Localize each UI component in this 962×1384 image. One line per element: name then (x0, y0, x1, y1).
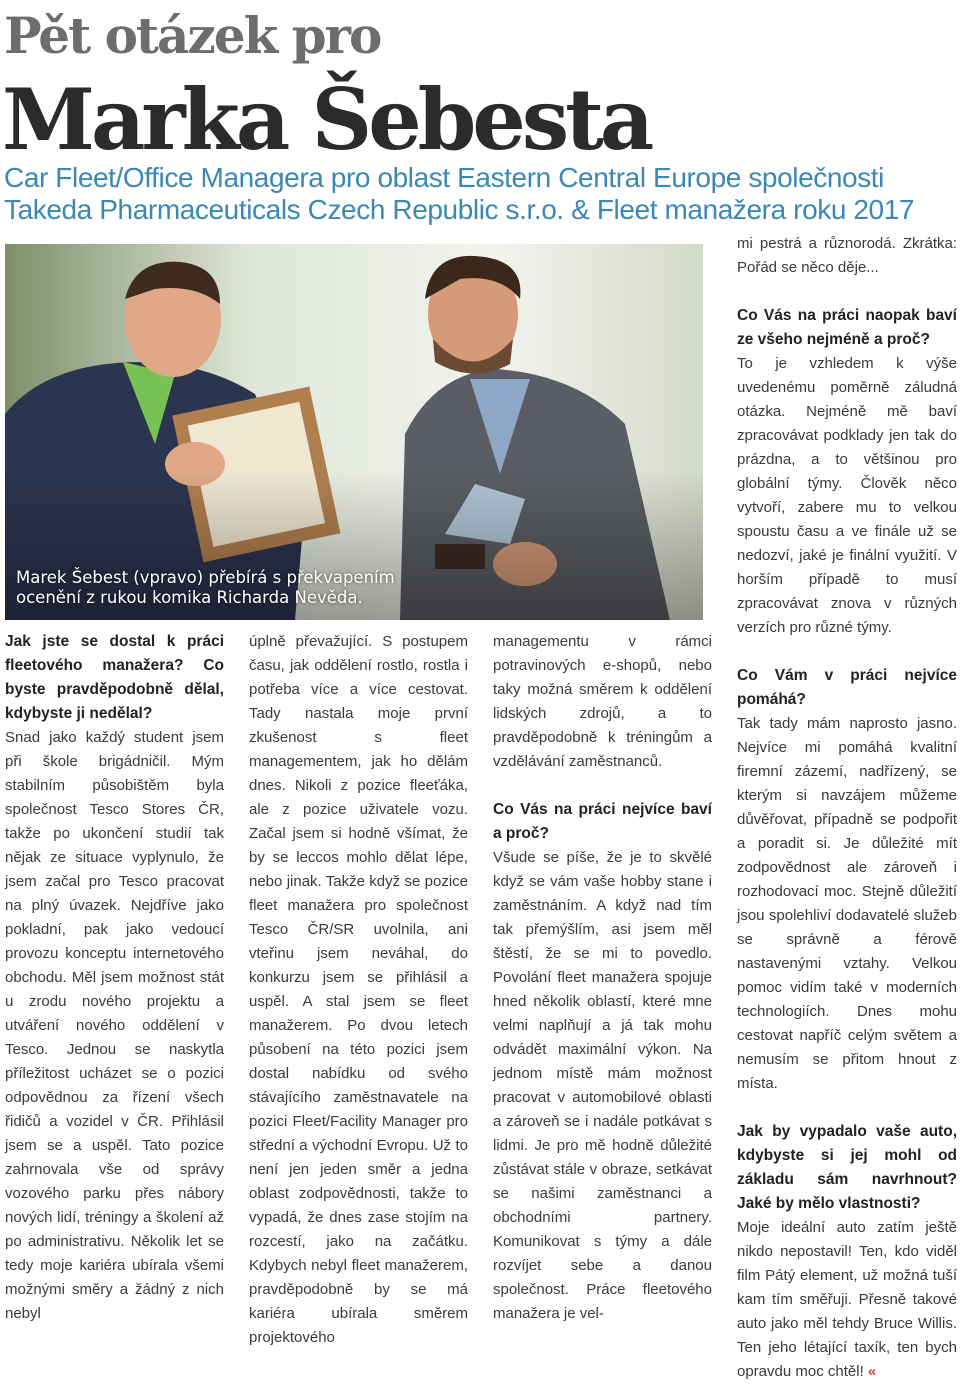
article-title: Marka Šebesta (2, 70, 651, 169)
answer-1: Snad jako každý student jsem při škole brigádničil. Mým stabilním působištěm byla společnost Tesco Stores ČR, takže po ukončení studií tak nějak ze situace vyplynulo, že jsem začal pro Tesco pracovat na plný úvazek. Nejdříve jako pokladní, pak jako vedoucí provozu konceptu internetového obchodu. Měl jsem možnost stát u zrodu nového projektu a utváření nového oddělení v Tesco. Jednou se naskytla příležitost ucházet se o pozici odpovědnou za řízení všech řidičů a vozidel v ČR. Přihlásil jsem se a uspěl. Tato pozice zahrnovala vše od správy vozového parku přes nábory nových lidí, tréningy a školení až po administrativu. Několik let se tedy moje kariéra ubírala všemi možnými směry a žádný z nich nebyl (5, 729, 224, 1322)
text-column-1 (5, 630, 224, 1326)
question-2: Co Vás na práci nejvíce baví a proč? (493, 801, 712, 842)
answer-4: Tak tady mám naprosto jasno. Nejvíce mi pomáhá kvalitní firemní zázemí, nadřízený, se kterým si navzájem můžeme důvěřovat, případně se podpořit a poradit si. Je důležité mít zodpovědnost ale zároveň i rozhodovací moc. Stejně důležití jsou spolehliví dodavatelé služeb se správně a férově nastavenými vztahy. Velkou pomoc vidím také v moderních technologiích. Dnes mohu cestovat napříč celým světem a nemusím se přitom hnout z místa. (737, 715, 957, 1092)
photo-caption: Marek Šebest (vpravo) přebírá s překvapením ocenění z rukou komika Richarda Nevěda. (16, 568, 395, 607)
pre-title: Pět otázek pro (4, 6, 381, 65)
text-column-3 (493, 630, 712, 1326)
article-photo (5, 244, 703, 620)
answer-1-end: managementu v rámci potravinových e-shopů, nebo taky možná směrem k oddělení lidských zdrojů, a to pravděpodobně k tréningům a vzdělávání zaměstnanců. (493, 633, 712, 770)
answer-3: To je vzhledem k výše uvedenému poměrně záludná otázka. Nejméně mě baví zpracovávat podklady jen tak do prázdna, a to většinou pro globální týmy. Člověk něco vytvoří, zabere mu to velkou spoustu času a ve finále už se nedozví, jaké je finální využití. V horším případě to musí zpracovávat znova v různých verzích pro různé týmy. (737, 355, 957, 636)
question-1: Jak jste se dostal k práci fleetového manažera? Co byste pravděpodobně dělal, kdybyste ji nedělal? (5, 633, 224, 722)
end-mark: « (867, 1363, 877, 1380)
answer-5: Moje ideální auto zatím ještě nikdo nepostavil! Ten, kdo viděl film Pátý element, už možná tuší kam tím směřuji. Přesně takové auto jako měl tehdy Bruce Willis. Ten jeho létající taxík, ten bych opravdu moc chtěl! (737, 1219, 957, 1380)
question-4: Co Vám v práci nejvíce pomáhá? (737, 667, 957, 708)
text-column-2 (249, 630, 468, 1350)
answer-2-end: mi pestrá a různorodá. Zkrátka: Pořád se něco děje... (737, 235, 957, 276)
article-subtitle: Car Fleet/Office Managera pro oblast Eastern Central Europe společnosti Takeda Pharmaceuticals Czech Republic s.r.o. & Fleet manažera roku 2017 (4, 162, 915, 225)
question-3: Co Vás na práci naopak baví ze všeho nejméně a proč? (737, 307, 957, 348)
answer-5-wrap (737, 1216, 957, 1384)
text-column-4 (737, 232, 957, 1384)
answer-1-continued: úplně převažující. S postupem času, jak oddělení rostlo, rostla i potřeba více a více cestovat. Tady nastala moje první zkušenost s fleet managementem, jak ho dělám dnes. Nikoli z pozice fleeťáka, ale z pozice uživatele vozu. Začal jsem si hodně všímat, že by se leccos mohlo dělat lépe, nebo jinak. Takže když se pozice fleet manažera pro společnost Tesco ČR/SR uvolnila, ani vteřinu jsem neváhal, do konkurzu jsem se přihlásil a uspěl. A stal jsem se fleet manažerem. Po dvou letech působení na této pozici jsem dostal nabídku od svého stávajícího zaměstnavatele na pozici Fleet/Facility Manager pro střední a východní Evropu. Už to není jen jeden směr a jedna oblast zodpovědnosti, takže to vypadá, že dnes zase stojím na rozcestí, jako na začátku. Kdybych nebyl fleet manažerem, pravděpodobně by se má kariéra ubírala směrem projektového (249, 633, 468, 1346)
answer-2: Všude se píše, že je to skvělé když se vám vaše hobby stane i zaměstnáním. A když nad tím tak přemýšlím, asi jsem měl štěstí, že se mi to povedlo. Povolání fleet manažera spojuje hned několik oblastí, které mne velmi naplňují a já tak mohu odvádět maximální výkon. Na jednom místě mám možnost pracovat v automobilové oblasti a zároveň se i nadále potkávat s lidmi. Je pro mě hodně důležité zůstávat stále v obraze, setkávat se našimi zaměstnanci a obchodními partnery. Komunikovat s týmy a dále rozvíjet sebe a danou společnost. Práce fleetového manažera je vel- (493, 849, 712, 1322)
question-5: Jak by vypadalo vaše auto, kdybyste si jej mohl od základu sám navrhnout? Jaké by mělo vlastnosti? (737, 1123, 957, 1212)
